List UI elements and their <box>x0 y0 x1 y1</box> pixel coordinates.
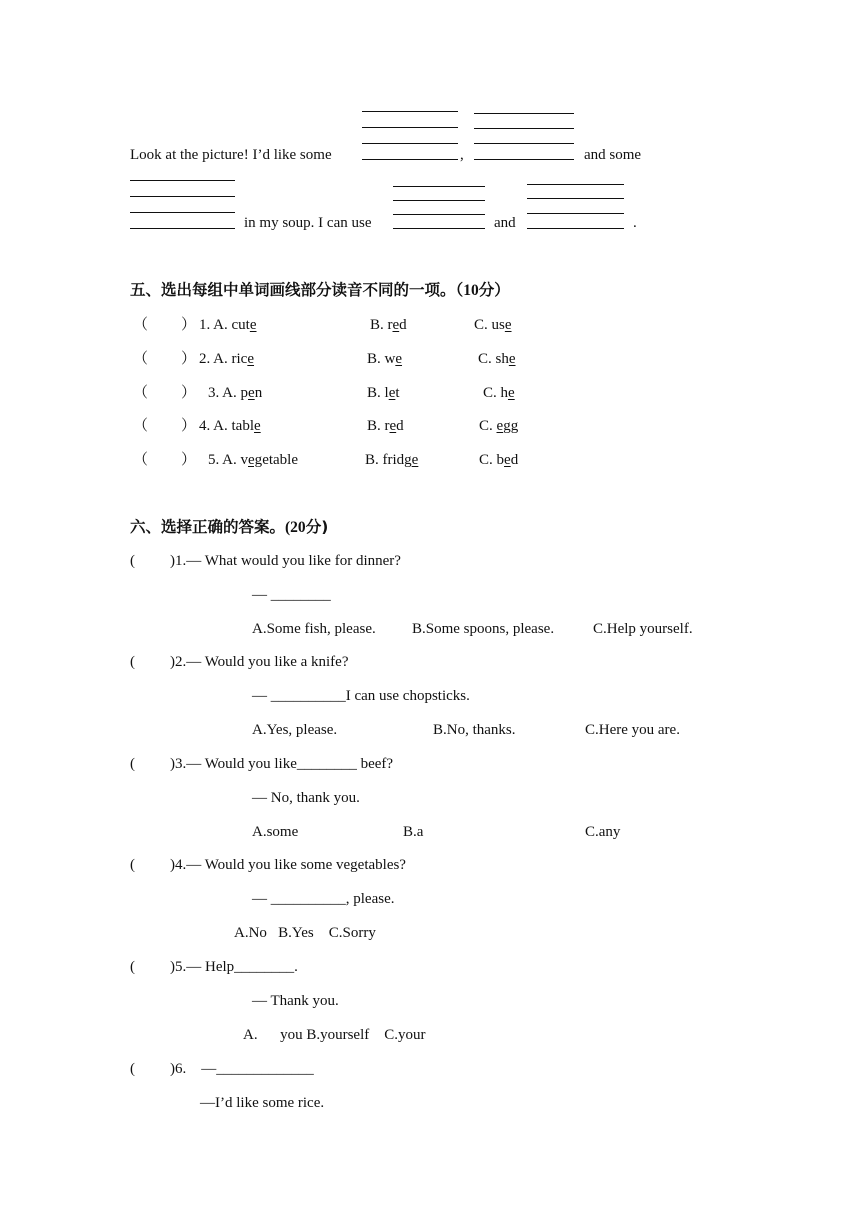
question-text: 5.— Help________. <box>175 959 298 975</box>
answer-line: — __________, please. <box>252 891 395 907</box>
option-b: B.a <box>403 824 424 840</box>
question-text: 1.— What would you like for dinner? <box>175 553 401 569</box>
answer-paren-close[interactable]: ） <box>181 317 197 333</box>
option-a: 1. A. cute <box>199 317 257 333</box>
option-b: B. we <box>367 351 403 367</box>
answer-blank-line[interactable] <box>362 159 458 160</box>
answer-paren-open[interactable]: （ <box>133 418 149 434</box>
answer-blank-line[interactable] <box>527 198 624 199</box>
option-a: A.Some fish, please. <box>252 621 376 637</box>
answer-blank-line[interactable] <box>527 213 624 214</box>
option-a: 2. A. rice <box>199 351 255 367</box>
answer-blank-line[interactable] <box>474 143 574 144</box>
answer-paren-close[interactable]: ） <box>181 418 197 434</box>
question-text: 3.— Would you like________ beef? <box>175 756 394 772</box>
answer-blank-line[interactable] <box>130 228 235 229</box>
option-a: 3. A. pen <box>208 385 263 401</box>
answer-blank-line[interactable] <box>362 111 458 112</box>
answer-blank-line[interactable] <box>393 228 485 229</box>
answer-paren-open[interactable]: （ <box>133 452 149 468</box>
option-c: C. bed <box>479 452 519 468</box>
option-b: B. let <box>367 385 400 401</box>
option-c: C. use <box>474 317 512 333</box>
answer-paren-close[interactable]: ) <box>170 959 175 975</box>
answer-paren-open[interactable]: （ <box>133 351 149 367</box>
option-a: A.Yes, please. <box>252 722 338 738</box>
option-c: C.Help yourself. <box>593 621 693 637</box>
answer-blank-line[interactable] <box>130 212 235 213</box>
answer-blank-line[interactable] <box>130 196 235 197</box>
option-c: C.Here you are. <box>585 722 680 738</box>
picture-sentence-and: and <box>494 215 516 231</box>
answer-paren-close[interactable]: ) <box>170 553 175 569</box>
answer-blank-line[interactable] <box>393 200 485 201</box>
answer-paren-open[interactable]: ( <box>130 654 135 670</box>
answer-paren-close[interactable]: ) <box>170 1061 175 1077</box>
question-text: 6. —_____________ <box>175 1061 314 1077</box>
answer-line: — ________ <box>252 587 331 603</box>
option-b: B.Some spoons, please. <box>412 621 555 637</box>
answer-blank-line[interactable] <box>362 143 458 144</box>
picture-sentence-comma: , <box>460 147 464 163</box>
answer-paren-open[interactable]: ( <box>130 756 135 772</box>
answer-paren-close[interactable]: ) <box>170 756 175 772</box>
section-six-title: 六、选择正确的答案。(20分) <box>130 518 329 536</box>
answer-blank-line[interactable] <box>527 228 624 229</box>
answer-blank-line[interactable] <box>474 159 574 160</box>
answer-blank-line[interactable] <box>130 180 235 181</box>
answer-blank-line[interactable] <box>393 214 485 215</box>
option-b: B. red <box>367 418 404 434</box>
option-c: C. he <box>483 385 515 401</box>
option-b: B. red <box>370 317 407 333</box>
answer-paren-close[interactable]: ) <box>170 857 175 873</box>
answer-line: — __________I can use chopsticks. <box>252 688 470 704</box>
answer-paren-close[interactable]: ） <box>181 452 197 468</box>
answer-paren-open[interactable]: （ <box>133 317 149 333</box>
answer-blank-line[interactable] <box>362 127 458 128</box>
answer-line: — No, thank you. <box>252 790 360 806</box>
option-b: B. fridge <box>365 452 419 468</box>
option-c: C. she <box>478 351 516 367</box>
picture-sentence-period: . <box>633 215 637 231</box>
answer-paren-open[interactable]: ( <box>130 1061 135 1077</box>
answer-paren-open[interactable]: （ <box>133 385 149 401</box>
question-text: 2.— Would you like a knife? <box>175 654 349 670</box>
picture-sentence-middle: in my soup. I can use <box>244 215 372 231</box>
answer-paren-close[interactable]: ) <box>170 654 175 670</box>
option-c: C.any <box>585 824 621 840</box>
answer-paren-open[interactable]: ( <box>130 959 135 975</box>
answer-blank-line[interactable] <box>474 113 574 114</box>
options-row: A.No B.Yes C.Sorry <box>234 925 376 941</box>
answer-line: —I’d like some rice. <box>200 1095 325 1111</box>
options-row: A. you B.yourself C.your <box>243 1027 426 1043</box>
picture-sentence-and-some: and some <box>584 147 642 163</box>
answer-blank-line[interactable] <box>393 186 485 187</box>
answer-paren-close[interactable]: ） <box>181 351 197 367</box>
answer-blank-line[interactable] <box>527 184 624 185</box>
question-text: 4.— Would you like some vegetables? <box>175 857 406 873</box>
answer-line: — Thank you. <box>252 993 339 1009</box>
section-five-title: 五、选出每组中单词画线部分读音不同的一项。（10分） <box>130 281 510 299</box>
option-a: 5. A. vegetable <box>208 452 298 468</box>
option-a: 4. A. table <box>199 418 261 434</box>
picture-sentence-start: Look at the picture! I’d like some <box>130 147 332 163</box>
option-c: C. egg <box>479 418 519 434</box>
answer-paren-open[interactable]: ( <box>130 857 135 873</box>
option-b: B.No, thanks. <box>433 722 516 738</box>
option-a: A.some <box>252 824 299 840</box>
answer-paren-open[interactable]: ( <box>130 553 135 569</box>
answer-blank-line[interactable] <box>474 128 574 129</box>
answer-paren-close[interactable]: ） <box>181 385 197 401</box>
